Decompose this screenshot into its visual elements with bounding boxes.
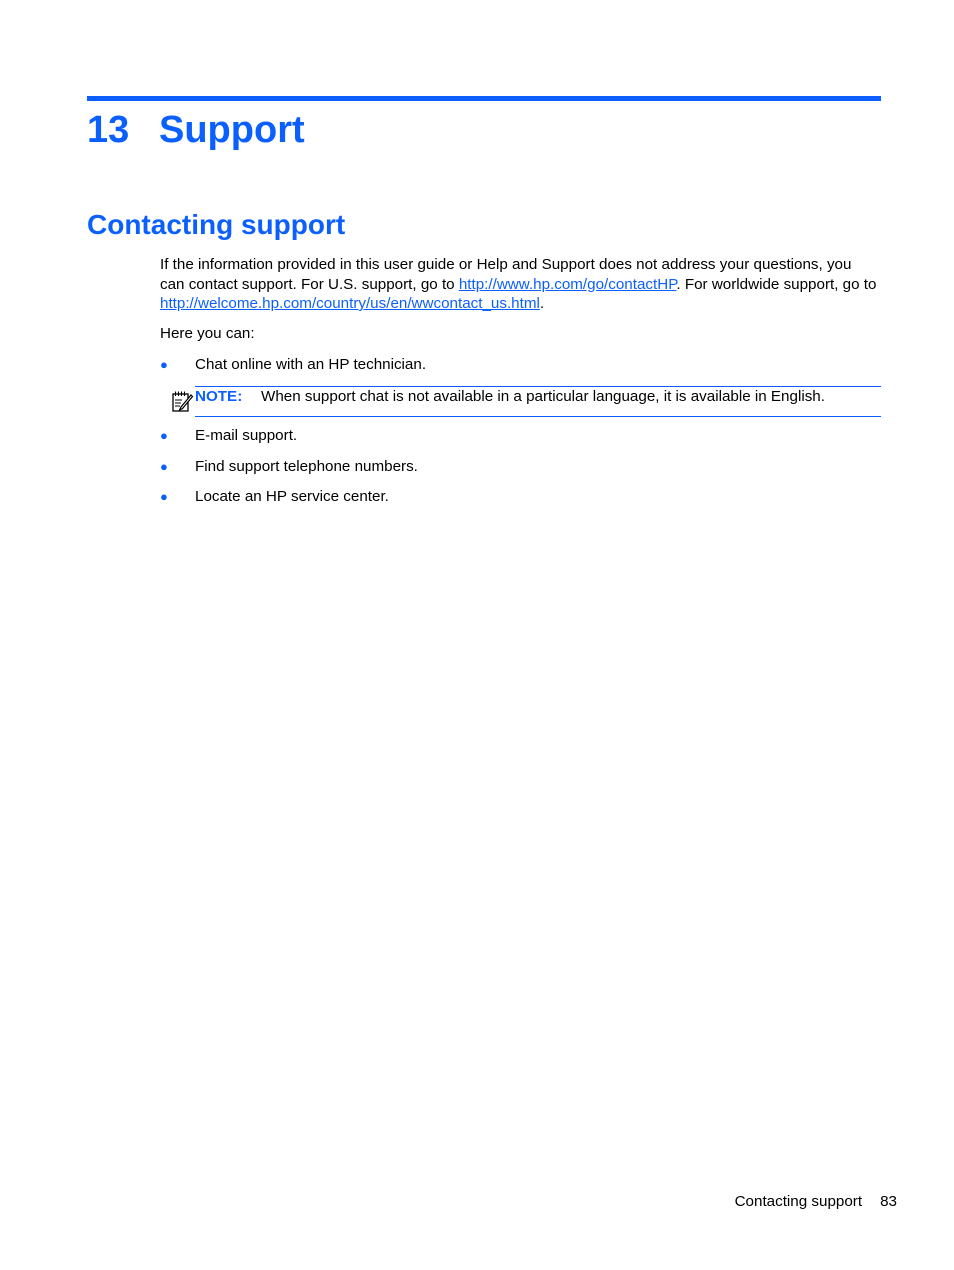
intro-text-2: . For worldwide support, go to <box>676 275 877 293</box>
worldwide-contact-link[interactable]: http://welcome.hp.com/country/us/en/wwcontact_us.html <box>160 295 540 312</box>
bullet-icon: ● <box>160 489 168 504</box>
note-label: NOTE: <box>195 388 243 405</box>
footer-section-title: Contacting support <box>734 1193 863 1210</box>
bullet-icon: ● <box>160 357 168 372</box>
section-title: Contacting support <box>87 209 346 240</box>
bullet-icon: ● <box>160 428 168 443</box>
list-item-text: Find support telephone numbers. <box>195 458 418 475</box>
note-box <box>195 386 881 417</box>
chapter-title <box>87 106 305 154</box>
note-icon <box>170 389 194 413</box>
intro-text-3: . <box>539 295 545 312</box>
page-footer <box>735 1192 897 1212</box>
bullet-icon: ● <box>160 459 168 474</box>
list-item-text: Locate an HP service center. <box>195 488 389 505</box>
note-text: When support chat is not available in a particular language, it is available in English. <box>261 388 825 405</box>
list-item-text: E-mail support. <box>195 427 298 444</box>
chapter-number: 13 <box>87 109 130 151</box>
here-you-can-text: Here you can: <box>160 325 255 342</box>
page-number: 83 <box>880 1193 897 1210</box>
chapter-title-text: Support <box>159 109 305 151</box>
contact-hp-link[interactable]: http://www.hp.com/go/contactHP <box>458 275 677 293</box>
chapter-rule <box>87 96 881 101</box>
intro-paragraph <box>160 255 880 314</box>
intro-text-1: If the information provided in this user guide or Help and Support does not address your questions, you can contact support. For U.S. support, go to <box>160 256 852 293</box>
list-item-text: Chat online with an HP technician. <box>195 356 427 373</box>
